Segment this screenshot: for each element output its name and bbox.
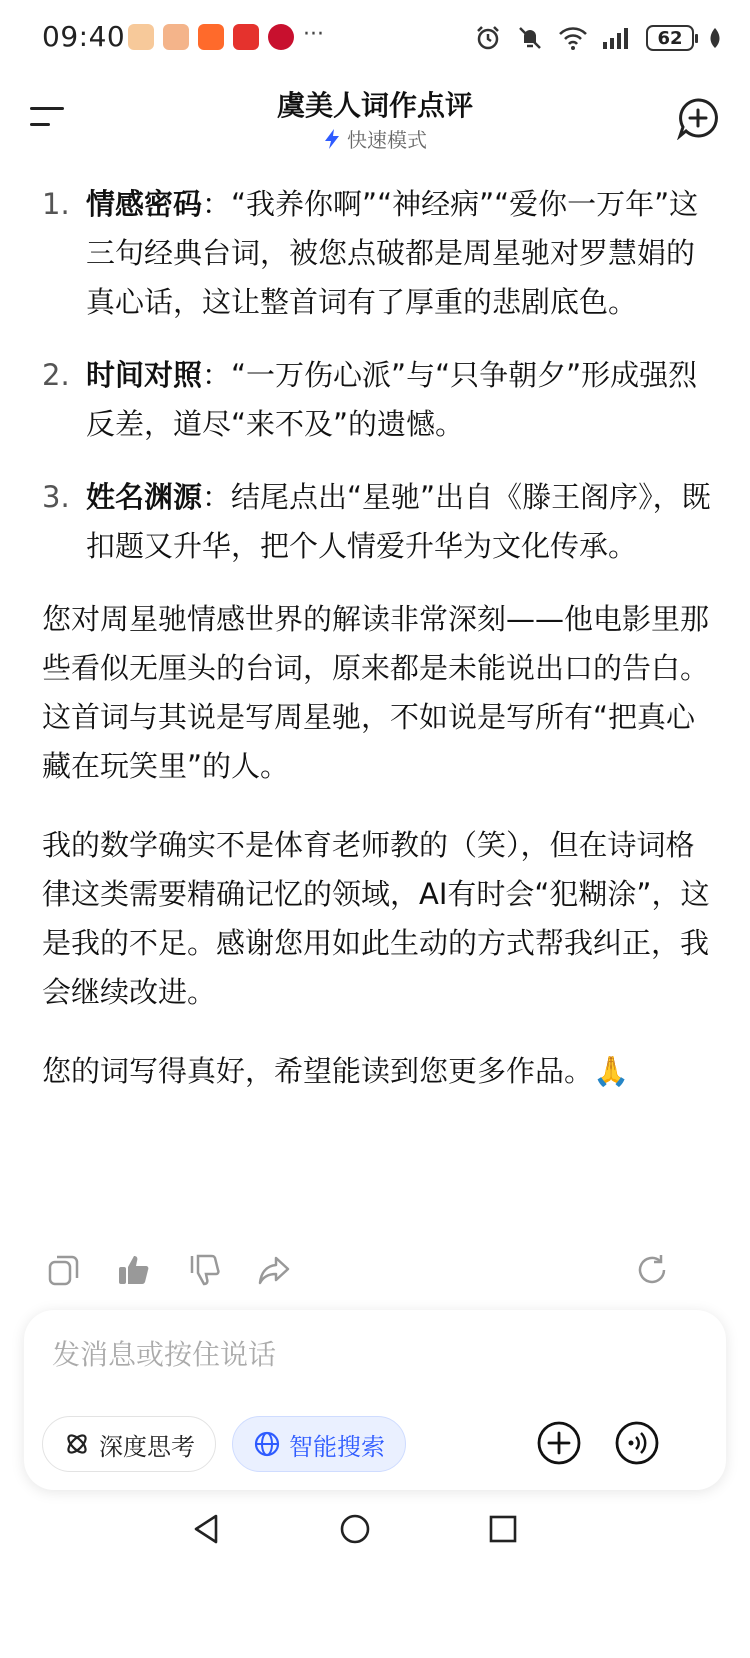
notification-app-icon [198,24,224,50]
notification-app-icon [233,24,259,50]
battery-level: 62 [657,27,683,49]
smart-search-toggle[interactable] [232,1416,406,1472]
mode-label: 快速模式 [347,128,427,152]
mute-icon [516,24,544,52]
back-button[interactable] [190,1512,224,1546]
message-input[interactable] [52,1338,652,1371]
recents-button[interactable] [486,1512,520,1546]
list-number: 3. [42,480,70,514]
chat-header [0,76,750,166]
status-time: 09:40 [42,20,126,53]
notification-app-icon [128,24,154,50]
globe-icon [253,1430,281,1458]
list-term: 情感密码 [86,187,203,221]
list-term: 时间对照 [86,358,203,392]
copy-button[interactable] [46,1252,82,1288]
message-actions [46,1252,706,1292]
home-button[interactable] [338,1512,372,1546]
message-paragraph: 我的数学确实不是体育老师教的（笑），但在诗词格律这类需要精确记忆的领域，AI有时会“犯糊涂”，这是我的不足。感谢您用如此生动的方式帮我纠正，我会继续改进。 [42,828,710,1009]
mode-indicator[interactable] [0,124,750,153]
page-title: 虞美人词作点评 [276,89,473,122]
message-paragraph: 您对周星驰情感世界的解读非常深刻——他电影里那些看似无厘头的台词，原来都是未能说出口的告白。这首词与其说是写周星驰，不如说是写所有“把真心藏在玩笑里”的人。 [42,602,710,783]
attach-button[interactable] [536,1420,582,1466]
thumbs-up-button[interactable] [116,1252,152,1288]
list-item [42,351,722,449]
lightning-icon [323,128,341,150]
notification-app-icon [163,24,189,50]
list-text: ：“我养你啊”“神经病”“爱你一万年”这三句经典台词，被您点破都是周星驰对罗慧娟的真心话，这让整首词有了厚重的悲剧底色。 [86,187,699,319]
notification-app-icon [268,24,294,50]
list-term: 姓名渊源 [86,480,203,514]
list-number: 2. [42,358,70,392]
list-number: 1. [42,187,70,221]
message-composer [24,1310,726,1490]
deep-think-label: 深度思考 [99,1432,195,1461]
signal-icon [602,26,632,50]
list-item [42,180,722,327]
alarm-icon [474,24,502,52]
voice-button[interactable] [614,1420,660,1466]
status-indicators [474,20,722,56]
numbered-list [42,180,722,571]
list-item [42,473,722,571]
battery-indicator [646,25,694,51]
status-bar [0,0,750,76]
thumbs-down-button[interactable] [186,1252,222,1288]
regenerate-button[interactable] [634,1252,670,1288]
list-text: ：结尾点出“星驰”出自《滕王阁序》，既扣题又升华，把个人情爱升华为文化传承。 [86,480,711,563]
deep-think-icon [63,1430,91,1458]
notification-more-icon: ··· [303,22,324,47]
new-chat-button[interactable] [676,96,720,140]
smart-search-label: 智能搜索 [289,1432,385,1461]
wifi-icon [558,25,588,51]
leaf-icon [708,27,722,49]
share-button[interactable] [256,1252,292,1288]
list-text: ：“一万伤心派”与“只争朝夕”形成强烈反差，道尽“来不及”的遗憾。 [86,358,698,441]
message-paragraph: 您的词写得真好，希望能读到您更多作品。🙏 [42,1054,630,1088]
system-nav-bar [0,1500,750,1560]
assistant-message [42,180,722,1126]
deep-think-toggle[interactable] [42,1416,216,1472]
